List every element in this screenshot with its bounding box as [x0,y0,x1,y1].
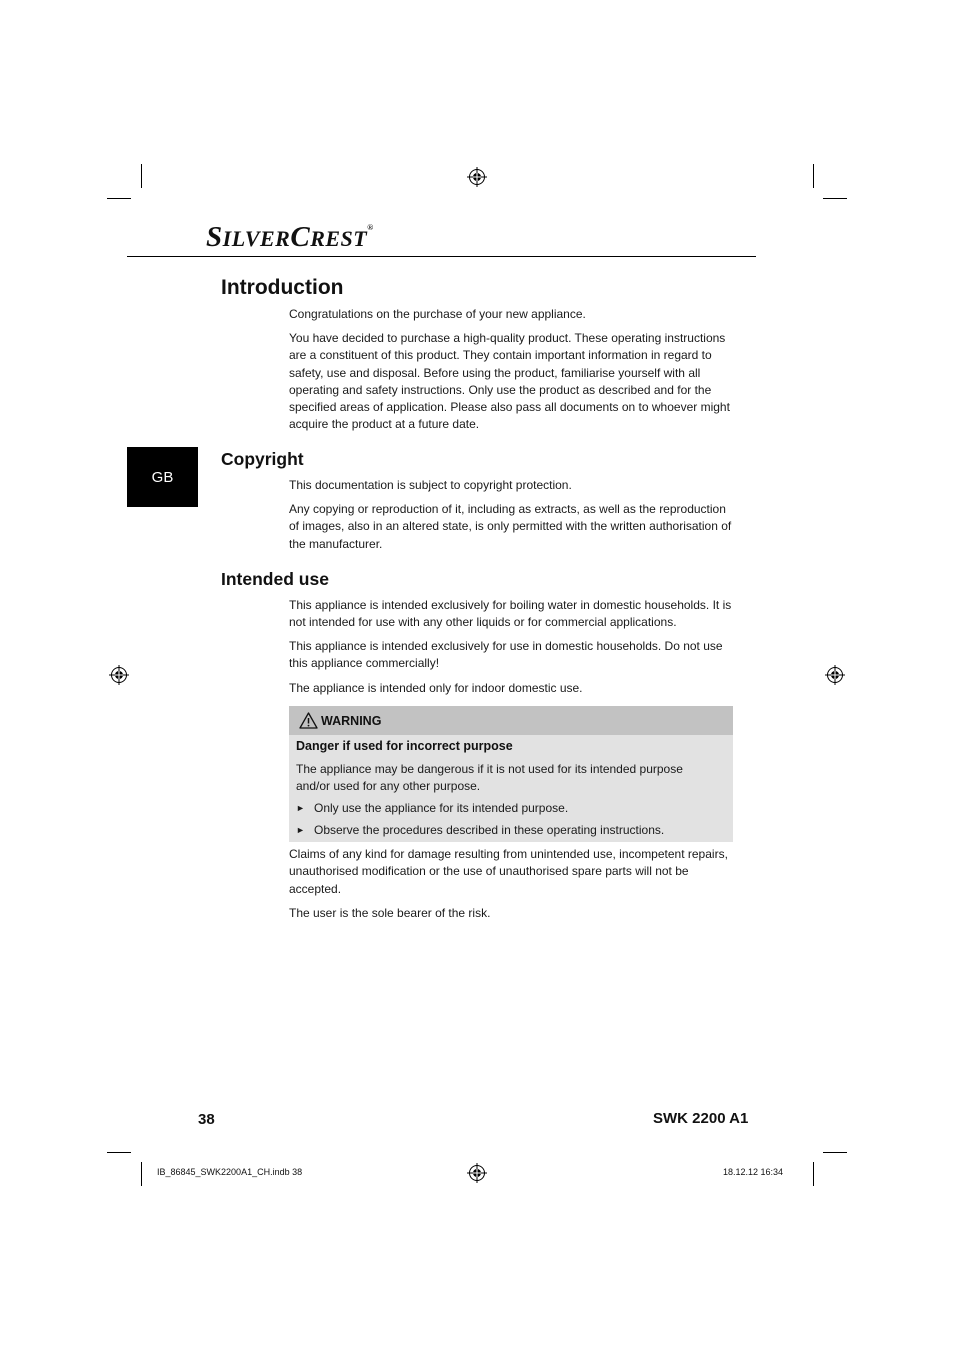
crop-mark [813,164,814,188]
registered-mark: ® [367,223,374,232]
logo-letter: S [206,221,223,253]
bullet-text: Only use the appliance for its intended purpose. [314,801,569,815]
intended-use-paragraph: The user is the sole bearer of the risk. [289,906,491,920]
crop-mark [813,1162,814,1186]
model-number: SWK 2200 A1 [653,1110,749,1127]
header-rule [127,256,756,257]
crop-mark [823,1152,847,1153]
logo-letters: ILVER [222,226,291,251]
brand-logo [206,221,374,254]
warning-label: WARNING [321,714,382,728]
registration-mark-icon [467,1163,487,1183]
copyright-paragraph: This documentation is subject to copyright protection. [289,478,572,492]
bullet-arrow-icon: ► [296,803,305,813]
intended-use-paragraph: This appliance is intended exclusively for boiling water in domestic households. It is not intended for use with any other liquids or for commercial applications. [289,598,732,630]
crop-mark [141,164,142,188]
logo-letters: REST [310,226,368,251]
page-number: 38 [198,1111,215,1128]
intended-use-paragraph: The appliance is intended only for indoor domestic use. [289,681,583,695]
warning-header [289,706,733,735]
list-item [296,800,568,817]
warning-triangle-icon [299,712,318,729]
warning-text: The appliance may be dangerous if it is not used for its intended purpose and/or used for any other purpose. [296,762,683,794]
intended-use-heading: Intended use [221,569,329,589]
registration-mark-icon [467,167,487,187]
crop-mark [141,1162,142,1186]
introduction-paragraph: Congratulations on the purchase of your new appliance. [289,307,586,321]
registration-mark-icon [825,665,845,685]
warning-box [289,706,733,842]
language-tab: GB [127,447,198,507]
bullet-arrow-icon: ► [296,825,305,835]
list-item [296,822,664,839]
bullet-text: Observe the procedures described in these operating instructions. [314,823,665,837]
registration-mark-icon [109,665,129,685]
copyright-heading: Copyright [221,449,304,469]
warning-subtitle: Danger if used for incorrect purpose [296,739,513,753]
crop-mark [107,1152,131,1153]
introduction-heading: Introduction [221,276,344,299]
copyright-paragraph: Any copying or reproduction of it, including as extracts, as well as the reproduction of images, also in an altered state, is only permitted with the written authorisation of the manufacturer. [289,502,732,551]
intended-use-paragraph: This appliance is intended exclusively for use in domestic households. Do not use this appliance commercially! [289,639,723,671]
logo-letter: C [290,221,311,253]
slug-datetime: 18.12.12 16:34 [723,1167,784,1177]
crop-mark [107,198,131,199]
intended-use-paragraph: Claims of any kind for damage resulting from unintended use, incompetent repairs, unauthorised modification or the use of unauthorised spare parts will not be accepted. [289,847,728,896]
crop-mark [823,198,847,199]
slug-filename: IB_86845_SWK2200A1_CH.indb 38 [157,1167,303,1177]
introduction-paragraph: You have decided to purchase a high-quality product. These operating instructions are a constituent of this product. They contain important information in regard to safety, use and disposal. Before using the product, familiarise yourself with all operating and safety instructions. Only use the product as described and for the specified areas of application. Please also pass all documents on to whoever might acquire the product at a future date. [289,331,730,432]
